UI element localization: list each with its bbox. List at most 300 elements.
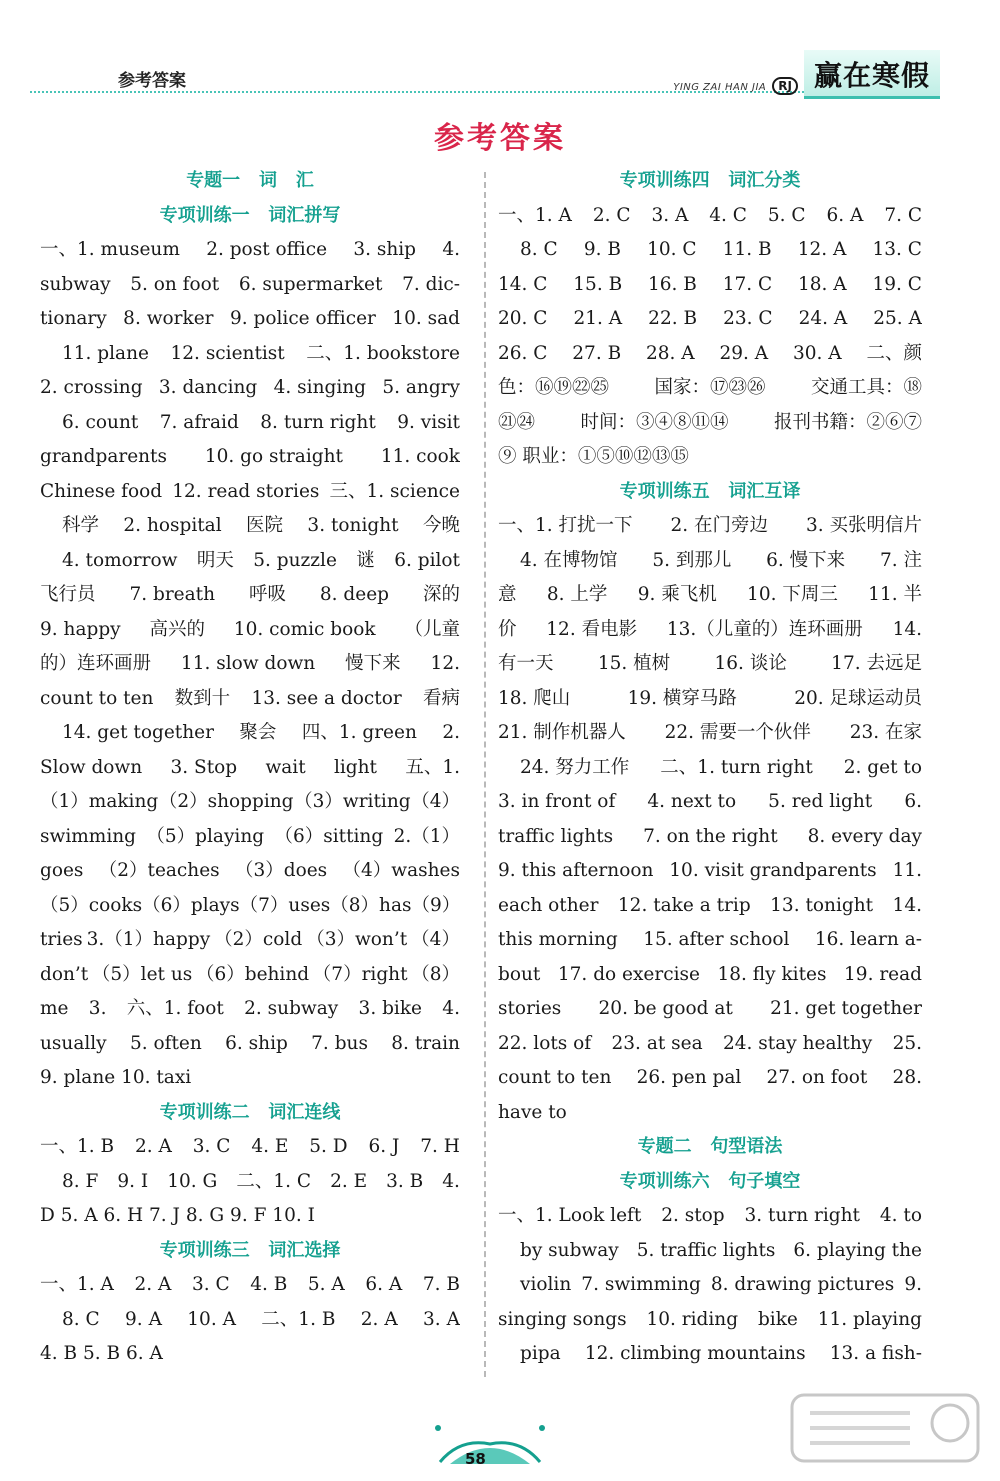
answer-item: 6. A [826,204,864,226]
answer-item: 4. next to [647,791,737,812]
answer-item: 5. red light [768,791,873,812]
answer-item: don’t [40,963,89,985]
answer-line [498,1061,922,1096]
answer-item: tries [40,929,83,950]
answer-line [40,337,460,372]
answer-item: count to ten [40,687,154,709]
answer-item: 4. E [251,1136,289,1157]
answer-line [498,371,922,406]
answer-item: （2）teaches [98,860,220,881]
answer-line [40,613,460,648]
answer-item: （9） [411,894,460,916]
answer-item: 9. police officer [229,308,376,329]
column-divider [484,172,486,1377]
section-heading: 专项训练二 词汇连线 [159,1101,341,1123]
answer-item: 的）连环画册 [40,653,152,674]
answer-line [498,923,922,958]
answer-item: 8. drawing pictures [710,1274,895,1295]
answer-item: 三、1. science [329,480,460,502]
answer-item: 21. 制作机器人 [498,722,626,743]
answer-item: 13. a fish- [829,1343,922,1364]
answer-item: 2. get to [843,756,922,778]
answer-item: 6. ship [225,1032,288,1054]
answer-item: 16. learn a- [814,929,922,950]
answer-item: 5. often [129,1032,202,1054]
answer-item: 20. 足球运动员 [794,687,922,709]
section-heading: 专项训练四 词汇分类 [619,170,801,191]
answer-item: goes [40,860,84,881]
answer-line [40,820,460,855]
answer-item: 15. 植树 [597,653,671,674]
answer-item: 7. H [420,1136,460,1157]
answer-item: 10. A [187,1308,236,1330]
answer-item: （4） [411,791,460,812]
answer-item: 17. C [722,273,773,295]
answer-item: 6. supermarket [238,273,383,295]
answer-item: （8）has [330,894,412,916]
answer-item: （1）making [40,791,159,812]
answer-item: 6. playing the [793,1239,922,1261]
answer-item: 16. 谈论 [714,653,787,674]
brand-logo [804,50,940,99]
answer-item: （4）washes [342,860,460,881]
answer-item: pipa [520,1343,561,1364]
answer-item: tionary [40,308,107,329]
answer-item: 4. tomorrow [62,549,178,571]
answer-item: 二、1. B [261,1308,336,1330]
answer-item: 24. A [798,308,848,329]
answer-item: 10. sad [392,308,460,329]
answer-item: 10. riding [646,1308,739,1330]
left-column [40,164,460,1372]
answer-item: （2）cold [214,929,303,950]
answer-item: （2）shopping [158,791,294,812]
answer-item: 14. [892,894,922,916]
answer-item: 交通工具：⑱ [810,377,922,398]
answer-item: grandparents [40,446,167,467]
answer-item: count to ten [498,1067,612,1088]
answer-item: 9. A [125,1308,162,1330]
answer-item: 六、1. foot [126,998,224,1019]
answer-line [40,958,460,993]
answer-item: 四、1. green [301,722,417,743]
brand-name: 赢在寒假 [813,59,930,92]
answer-line [40,889,460,924]
answer-item: 24. 努力工作 [520,756,630,778]
answer-item: 数到十 [174,687,231,709]
answer-item: 8. F [62,1170,99,1192]
answer-item: 5. C [767,204,806,226]
answer-line [498,268,922,303]
answer-item: 4. C [709,204,747,226]
answer-item: 2. E [330,1170,368,1192]
answer-item: 色：⑯⑲㉒㉕ [498,377,610,398]
answer-item: 5. D [309,1136,348,1157]
answer-item: （7）right [312,963,408,985]
answer-item: 4. [442,998,460,1019]
answer-item: 3. ship [353,239,417,260]
answer-item: light [333,756,377,778]
answer-line [498,233,922,268]
answer-item: 26. C [498,342,548,364]
answer-item: 14. C [498,273,548,295]
answer-line [498,1303,922,1338]
answer-line [498,751,922,786]
answer-line [498,785,922,820]
answer-item: 二、1. turn right [660,756,813,778]
answer-item: 五、1. [405,756,460,778]
answer-item: 3. [88,998,107,1019]
answer-item: 8. deep [319,584,390,605]
answer-item: 5. on foot [130,273,220,295]
answer-item: 4. 在博物馆 [520,549,618,571]
answer-item: 2. A [135,1136,172,1157]
answer-item: 23. 在家 [849,722,922,743]
answer-item: 3. A [423,1308,460,1330]
answer-item: usually [40,1032,107,1054]
answer-line [40,992,460,1027]
answer-line [498,406,922,441]
answer-item: 意 [498,584,517,605]
answer-item: 11. playing [817,1308,922,1330]
answer-line [40,716,460,751]
answer-item: 一、1. 打扰一下 [498,515,633,536]
answer-item: 看病 [422,687,460,709]
answer-line [498,716,922,751]
answer-item: 9. visit [397,411,460,433]
answer-item: 3. Stop [170,756,238,778]
answer-item: 3.（1）happy [86,929,211,950]
answer-item: 7. breath [129,584,215,605]
answer-item: （6）behind [195,963,310,985]
answer-item: 12. 看电影 [546,618,638,640]
answer-item: 12. read stories [172,480,320,502]
answer-item: 23. C [723,308,773,329]
answer-line [40,1130,460,1165]
section-heading: 专项训练五 词汇互译 [619,480,801,502]
page-number-ornament-icon [430,1418,550,1468]
answer-item: 高兴的 [149,618,205,640]
answer-line [40,440,460,475]
answer-item: 9. [904,1274,922,1295]
answer-item: 21. get together [770,998,922,1019]
answer-item: subway [40,273,111,295]
answer-item: 深的 [422,584,460,605]
answer-item: 19. C [872,273,922,295]
answer-item: 13. tonight [770,894,874,916]
answer-item: 2. A [134,1274,172,1295]
answer-line [498,820,922,855]
answer-line [40,578,460,613]
answer-item: 13. C [872,239,922,260]
answer-item: 飞行员 [40,584,96,605]
answer-item: 8. train [391,1032,460,1054]
answer-line [498,544,922,579]
section-heading: 专题一 词 汇 [186,170,314,191]
answer-line [498,682,922,717]
answer-item: 22. 需要一个伙伴 [664,722,811,743]
answer-item: （6）plays [142,894,240,916]
answer-item: （3）won’t [306,929,408,950]
answer-item: 7. afraid [159,411,239,433]
answer-line [498,1337,922,1372]
answer-item: 2. stop [661,1205,725,1226]
answer-item: 12. A [797,239,847,260]
answer-item: 6. pilot [394,549,460,571]
answer-item: 2.（1） [393,825,460,847]
answer-item: 18. A [798,273,847,295]
section-heading: 专项训练三 词汇选择 [159,1239,341,1261]
answer-line [498,199,922,234]
answer-item: （5）playing [146,825,265,847]
answer-item: each other [498,894,599,916]
answer-item: 4. B [250,1274,288,1295]
answer-line [40,751,460,786]
answer-item: 11. 半 [868,584,922,605]
answer-item: 12. scientist [170,342,285,364]
answer-item: 8. turn right [260,411,376,433]
answer-item: Slow down [40,756,143,778]
answer-item: 慢下来 [345,653,401,674]
answer-item: singing songs [498,1308,627,1330]
answer-item: 2. 在门旁边 [670,515,769,536]
answer-item: 22. B [648,308,698,329]
answer-item: 5. angry [382,377,460,398]
answer-item: 5. traffic lights [636,1239,776,1261]
answer-item: 13. see a doctor [251,687,402,709]
answer-item: 10. go straight [204,446,343,467]
answer-item: 一、1. A [498,204,572,226]
answer-item: 8. 上学 [546,584,608,605]
answer-item: 25. [892,1032,922,1054]
answer-item: 6. count [62,411,139,433]
answer-item: 3. in front of [498,791,616,812]
answer-item: 国家：⑰㉓㉖ [654,377,766,398]
right-column [498,164,922,1372]
answer-line [498,647,922,682]
answer-item: （儿童 [404,618,460,640]
answer-item: 25. A [873,308,922,329]
answer-item: 16. B [648,273,697,295]
answer-item: 二、1. bookstore [306,342,460,364]
answer-item: 3. C [191,1274,230,1295]
answer-line: D 5. A 6. H 7. J 8. G 9. F 10. I [40,1205,315,1226]
brand-pinyin: YING ZAI HAN JIA [673,82,767,93]
answer-item: 10. G [167,1170,218,1192]
answer-item: （5）let us [91,963,193,985]
answer-item: violin [520,1274,572,1295]
answer-line [498,1027,922,1062]
answer-line [498,613,922,648]
answer-item: 6. 慢下来 [766,549,846,571]
answer-item: 3. bike [358,998,422,1019]
answer-item: 30. A [792,342,842,364]
answer-item: 7. 注 [879,549,922,571]
answer-item: 4. to [879,1205,922,1226]
answer-line [498,1268,922,1303]
answer-item: 9. 乘飞机 [637,584,717,605]
answer-item: 二、颜 [866,342,922,364]
section-heading: 专项训练一 词汇拼写 [159,204,341,226]
answer-item: （7）uses [239,894,331,916]
answer-line [498,509,922,544]
answer-item: 3. dancing [158,377,258,398]
answer-item: 11. plane [62,342,149,364]
answer-item: 24. stay healthy [723,1032,873,1054]
answer-item: 3. B [386,1170,424,1192]
answer-item: 2. crossing [40,377,143,398]
answer-item: （3）writing [294,791,411,812]
answer-item: stories [498,998,562,1019]
answer-item: 7. on the right [643,825,778,847]
answer-item: Chinese food [40,480,163,502]
answer-item: 有一天 [498,653,554,674]
answer-item: 报刊书籍：②⑥⑦ [773,411,922,433]
answer-item: 23. at sea [611,1032,703,1054]
answer-line [40,302,460,337]
answer-item: by subway [520,1239,619,1261]
answer-item: 21. A [573,308,623,329]
answer-line [498,992,922,1027]
answer-item: 14. [892,618,922,640]
answer-item: 20. be good at [598,998,733,1019]
answer-item: 10. 下周三 [747,584,838,605]
answer-item: 一、1. B [40,1136,115,1157]
answer-line [498,1234,922,1269]
answer-item: 明天 [196,549,234,571]
answer-item: 2. A [360,1308,398,1330]
answer-item: 13.（儿童的）连环画册 [666,618,863,640]
answer-item: 4. [442,239,460,260]
answer-item: 28. [892,1067,922,1088]
answer-item: 7. B [422,1274,460,1295]
answer-item: 7. bus [311,1032,368,1054]
answer-item: 10. C [647,239,697,260]
answer-item: 7. C [884,204,922,226]
answer-item: 5. A [307,1274,345,1295]
answer-line [40,233,460,268]
answer-item: 6. [904,791,922,812]
header-left-title: 参考答案 [118,71,186,91]
answer-item: （6）sitting [274,825,384,847]
answer-item: 2. hospital [123,515,222,536]
answer-item: （4） [411,929,460,950]
answer-item: 19. read [844,963,922,985]
answer-item: 7. swimming [581,1274,701,1295]
answer-item: 11. [892,860,922,881]
answer-item: 医院 [246,515,284,536]
answer-item: 11. cook [380,446,460,467]
answer-line [40,475,460,510]
answer-item: 今晚 [422,515,460,536]
answer-line [498,578,922,613]
answer-line [40,268,460,303]
answer-item: swimming [40,825,137,847]
answer-item: 9. this afternoon [498,860,654,881]
answer-item: 8. C [520,239,558,260]
section-heading: 专题二 句型语法 [637,1136,783,1157]
answer-item: 6. J [368,1136,400,1157]
answer-line [498,302,922,337]
answer-item: 9. happy [40,618,121,640]
answer-item: （5）cooks [40,894,143,916]
brand-badge: RJ [772,77,798,95]
answer-item: bout [498,963,541,985]
page-number: 58 [465,1450,486,1468]
answer-item: 12. take a trip [617,894,751,916]
answer-item: 18. fly kites [717,963,827,985]
answer-line: ⑨ 职业：①⑤⑩⑫⑬⑮ [498,446,689,467]
answer-line [40,509,460,544]
answer-item: 3. C [192,1136,231,1157]
answer-item: 7. dic- [402,273,460,295]
answer-item: （8） [411,963,460,985]
answer-line [498,337,922,372]
answer-item: 8. every day [807,825,922,847]
answer-item: 20. C [498,308,548,329]
answer-item: 3. 买张明信片 [805,515,922,536]
answer-line: have to [498,1101,567,1123]
answer-item: 3. turn right [744,1205,860,1226]
answer-item: 5. 到那儿 [652,549,732,571]
answer-item: 15. B [573,273,623,295]
answer-item: 2. post office [206,239,328,260]
answer-item: 6. A [365,1274,403,1295]
answer-line [498,889,922,924]
answer-item: 8. C [62,1308,100,1330]
answer-item: 3. tonight [307,515,399,536]
answer-line [40,923,460,958]
answer-line [40,647,460,682]
answer-item: 谜 [356,549,375,571]
answer-line [40,854,460,889]
answer-item: 4. singing [273,377,366,398]
answer-item: （3）does [234,860,328,881]
answer-item: 时间：③④⑧⑪⑭ [580,411,729,433]
answer-item: this morning [498,929,618,950]
answer-item: 11. slow down [180,653,316,674]
page-title: 参考答案 [434,121,566,156]
answer-line [498,1199,922,1234]
answer-item: 呼吸 [248,584,286,605]
answer-item: wait [265,756,306,778]
answer-item: 28. A [646,342,695,364]
section-heading: 专项训练六 句子填空 [619,1170,801,1192]
answer-item: 10. comic book [233,618,376,640]
answer-item: 一、1. Look left [498,1205,642,1226]
answer-line [40,682,460,717]
answer-item: 3. A [651,204,689,226]
answer-item: 聚会 [239,722,277,743]
answer-line: 4. B 5. B 6. A [40,1343,163,1364]
answer-item: 一、1. museum [40,239,180,260]
answer-line [498,854,922,889]
answer-item: 科学 [62,515,100,536]
header-brand [673,50,940,99]
answer-line [40,544,460,579]
answer-line [40,406,460,441]
answer-item: 27. on foot [766,1067,868,1088]
answer-line [40,1165,460,1200]
answer-item: 27. B [572,342,622,364]
watermark-logo-icon [790,1393,980,1463]
answer-item: 14. get together [62,722,214,743]
answer-item: 19. 横穿马路 [627,687,737,709]
answer-item: 2. subway [244,998,339,1019]
answer-item: ㉑㉔ [498,411,536,433]
answer-item: 二、1. C [236,1170,312,1192]
answer-item: 22. lots of [498,1032,592,1054]
